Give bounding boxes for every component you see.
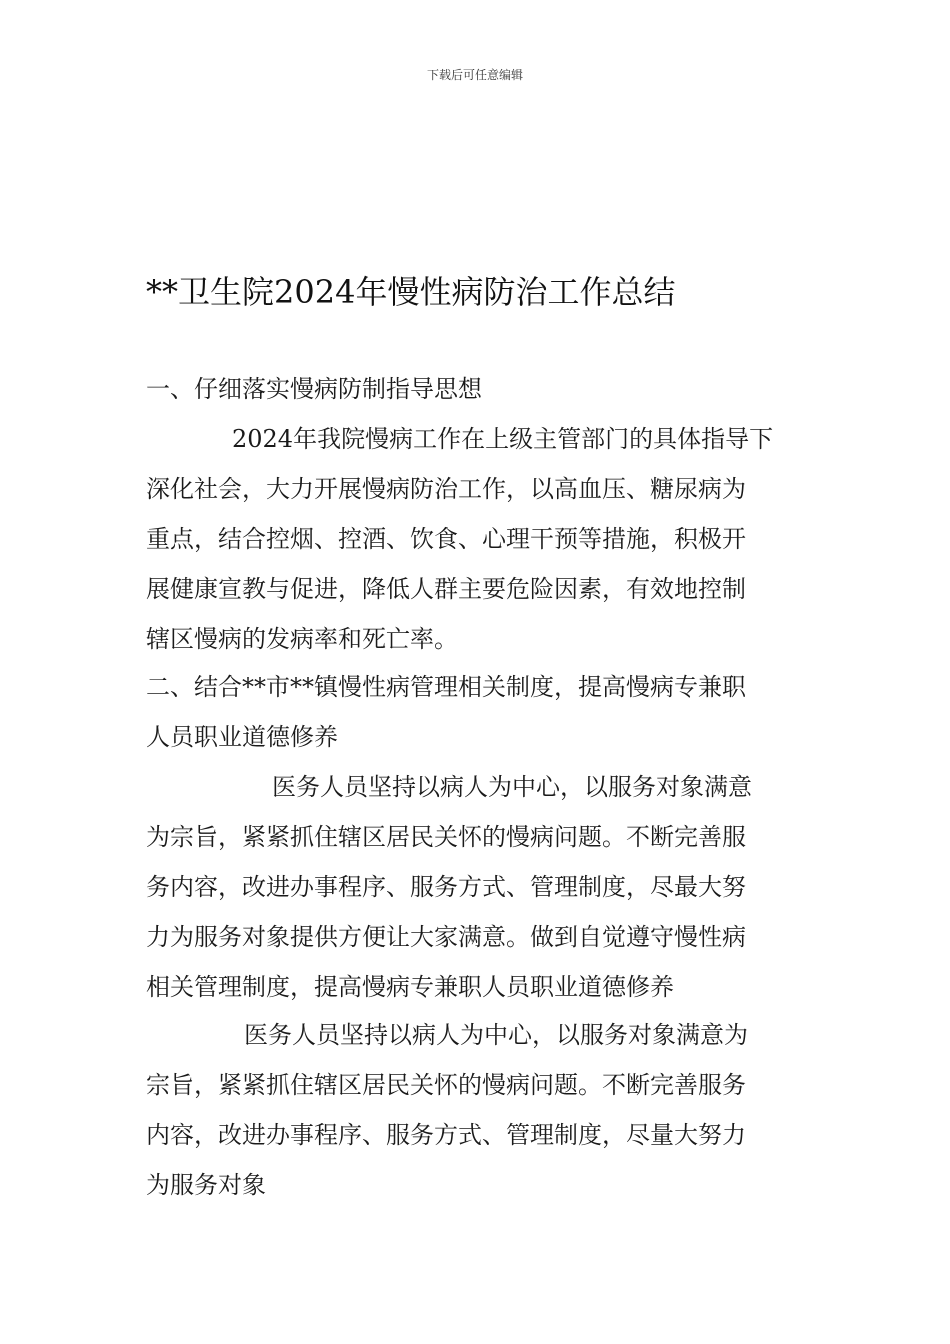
section-2-paragraph (146, 762, 806, 1012)
section-2-paragraph-2 (146, 1010, 806, 1210)
paragraph-line: 医务人员坚持以病人为中心，以服务对象满意 (272, 773, 752, 801)
paragraph-line: 辖区慢病的发病率和死亡率。 (146, 625, 458, 653)
paragraph-line: 为服务对象 (146, 1171, 266, 1199)
paragraph-line: 为宗旨，紧紧抓住辖区居民关怀的慢病问题。不断完善服 (146, 823, 746, 851)
paragraph-line: 相关管理制度，提高慢病专兼职人员职业道德修养 (146, 973, 674, 1001)
paragraph-line: 重点，结合控烟、控酒、饮食、心理干预等措施，积极开 (146, 525, 746, 553)
section-1-paragraph (146, 414, 806, 664)
document-title: **卫生院2024年慢性病防治工作总结 (146, 273, 676, 311)
paragraph-line: 务内容，改进办事程序、服务方式、管理制度，尽最大努 (146, 873, 746, 901)
paragraph-line: 力为服务对象提供方便让大家满意。做到自觉遵守慢性病 (146, 923, 746, 951)
paragraph-line: 2024年我院慢病工作在上级主管部门的具体指导下 (232, 425, 774, 453)
paragraph-line: 深化社会，大力开展慢病防治工作，以高血压、糖尿病为 (146, 475, 746, 503)
section-1-heading: 一、仔细落实慢病防制指导思想 (146, 375, 482, 403)
section-2-heading (146, 662, 806, 762)
paragraph-line: 医务人员坚持以病人为中心，以服务对象满意为 (244, 1021, 748, 1049)
paragraph-line: 宗旨，紧紧抓住辖区居民关怀的慢病问题。不断完善服务 (146, 1071, 746, 1099)
paragraph-line: 展健康宣教与促进，降低人群主要危险因素，有效地控制 (146, 575, 746, 603)
page-header-note: 下载后可任意编辑 (426, 68, 523, 82)
paragraph-line: 内容，改进办事程序、服务方式、管理制度，尽量大努力 (146, 1121, 746, 1149)
heading-line: 人员职业道德修养 (146, 723, 338, 751)
heading-line: 二、结合**市**镇慢性病管理相关制度，提高慢病专兼职 (146, 673, 746, 701)
